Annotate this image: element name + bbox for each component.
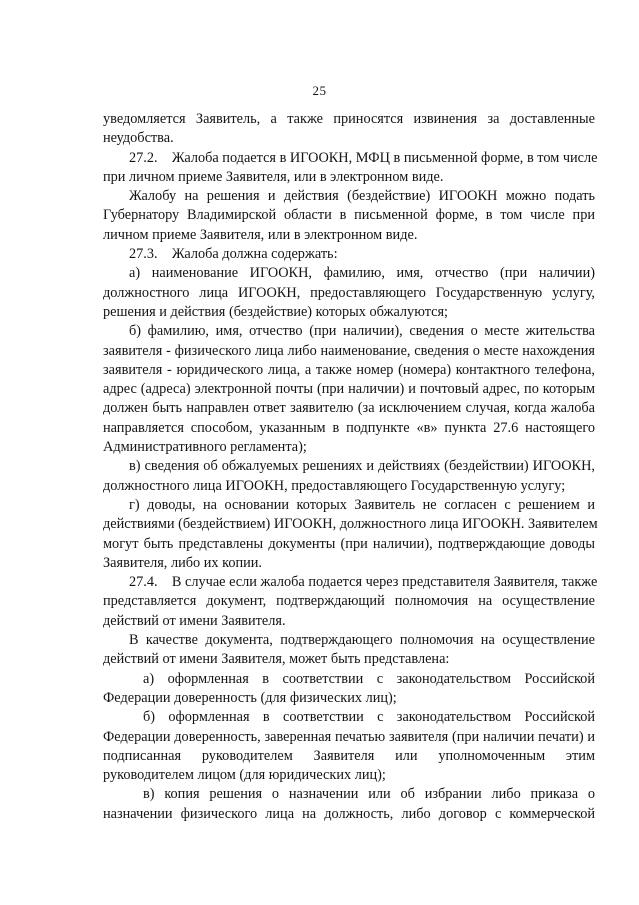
paragraph-item-v [103,457,595,496]
text-line: В качестве документа, подтверждающего полномочия на осуществление [129,632,595,649]
text-line: Федерации доверенность, заверенная печатью заявителя (при наличии печати) и [103,728,595,745]
paragraph-item-g [103,496,598,573]
text-line: заявителя - физического лица либо наименование, сведения о месте нахождения [103,342,595,359]
text-line: неудобства. [103,130,174,147]
text-line: должностного лица ИГООКН, предоставляющего Государственную услугу; [103,477,566,494]
text-line: личном приеме Заявителя, или в электронном виде. [103,226,418,243]
text-line: руководителем лицом (для юридических лиц); [103,767,386,784]
text-line: а) оформленная в соответствии с законодательством Российской [143,670,595,687]
text-line: б) фамилию, имя, отчество (при наличии), сведения о месте жительства [129,323,595,340]
text-line: Федерации доверенность (для физических лиц); [103,689,397,706]
text-line: г) доводы, на основании которых Заявитель не согласен с решением и [129,496,595,513]
text-line: Жалобу на решения и действия (бездействие) ИГООКН можно подать [129,188,595,205]
text-line: Губернатору Владимирской области в письменной форме, в том числе при [103,207,595,224]
paragraph-document-types [103,631,595,670]
paragraph-27-3 [103,245,595,264]
paragraph-doc-item-v [103,785,595,824]
paragraph-item-a [103,264,595,322]
text-line: б) оформленная в соответствии с законодательством Российской [143,709,595,726]
text-line: представляется документ, подтверждающий полномочия на осуществление [103,593,595,610]
text-line: назначении физического лица на должность, либо договор с коммерческой [103,805,595,822]
text-line: уведомляется Заявитель, а также приносятся извинения за доставленные [103,111,595,127]
paragraph-notification-end [103,110,595,149]
text-line: направляется способом, указанным в подпункте «в» пункта 27.6 настоящего [103,419,595,436]
text-line: действий от имени Заявителя. [103,612,286,629]
paragraph-governor-complaint [103,187,595,245]
document-body [103,110,598,824]
text-line: могут быть представлены документы (при наличии), подтверждающие доводы [103,535,595,552]
text-line: 27.3. Жалоба должна содержать: [129,246,338,263]
paragraph-27-4 [103,573,598,631]
paragraph-doc-item-a [103,670,595,709]
text-line: заявителя - юридического лица, а также номер (номера) контактного телефона, [103,361,595,378]
text-line: при личном приеме Заявителя, или в электронном виде. [103,168,444,185]
text-line: действий от имени Заявителя, может быть представлена: [103,651,450,668]
text-line: подписанная руководителем Заявителя или уполномоченным этим [103,747,595,764]
text-line: а) наименование ИГООКН, фамилию, имя, отчество (при наличии) [129,265,595,282]
text-line: 27.2. Жалоба подается в ИГООКН, МФЦ в письменной форме, в том числе [129,149,598,166]
text-line: в) сведения об обжалуемых решениях и действиях (бездействии) ИГООКН, [129,458,595,475]
text-line: решения и действия (бездействие) которых обжалуются; [103,303,449,320]
text-line: Заявителя, либо их копии. [103,554,262,571]
text-line: 27.4. В случае если жалоба подается через представителя Заявителя, также [129,574,598,591]
text-line: действиями (бездействием) ИГООКН, должностного лица ИГООКН. Заявителем [103,516,598,533]
text-line: в) копия решения о назначении или об избрании либо приказа о [143,786,595,803]
text-line: должностного лица ИГООКН, предоставляющего Государственную услугу, [103,284,595,301]
text-line: адрес (адреса) электронной почты (при наличии) и почтовый адрес, по которым [103,381,595,398]
text-line: должен быть направлен ответ заявителю (за исключением случая, когда жалоба [103,400,595,417]
paragraph-doc-item-b [103,708,595,785]
paragraph-item-b [103,322,595,457]
paragraph-27-2 [103,149,598,188]
page-number: 25 [312,83,327,98]
text-line: Административного регламента); [103,439,307,456]
